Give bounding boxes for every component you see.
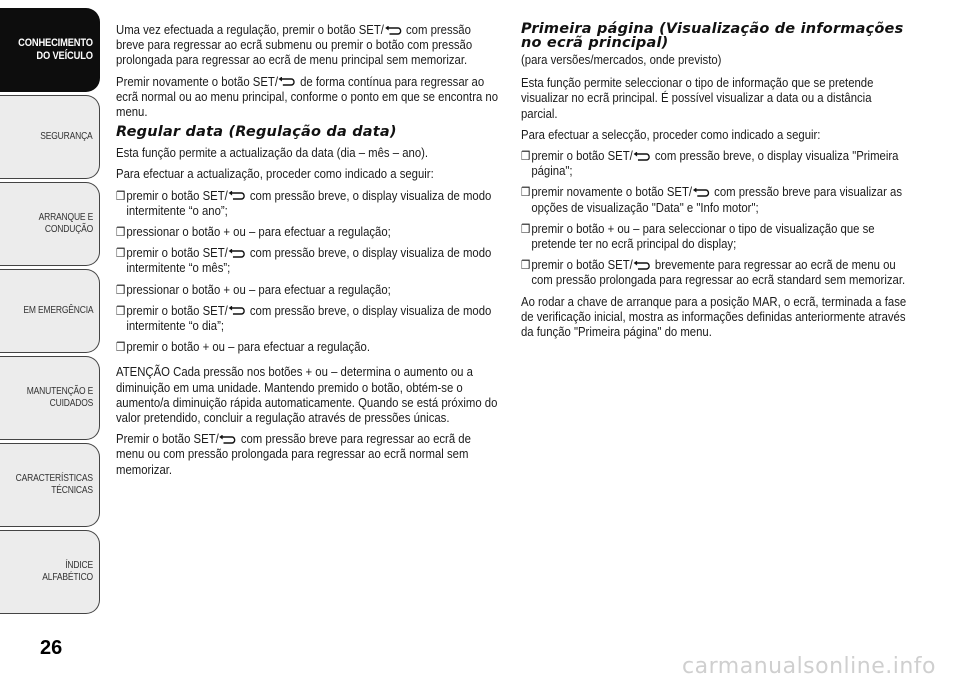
list-item: ❒ premir o botão + ou – para seleccionar o tipo de visualização que se pretende ter no ecrã principal do display;: [521, 220, 875, 252]
list-item: ❒ premir o botão SET/ com pressão breve, o display visualiza "Primeira página";: [521, 148, 899, 179]
return-arrow-icon: [228, 306, 247, 316]
nav-tab-2[interactable]: [0, 182, 100, 266]
list-item: ❒ pressionar o botão + ou – para efectuar a regulação;: [116, 224, 391, 240]
bullet-marker: ❒: [116, 246, 126, 261]
attention-paragraph: ATENÇÃO Cada pressão nos botões + ou – determina o aumento ou a diminuição em uma unidade. Mantendo premido o botão, obtém-se o aumento/a diminuição rápida automaticamente. Quando se está próximo do valor pretendido, concluir a regulação através de pressões únicas.: [116, 364, 498, 426]
return-arrow-icon: [692, 188, 711, 198]
paragraph: Para efectuar a actualização, proceder como indicado a seguir:: [116, 166, 434, 182]
nav-tab-label: SEGURANÇA: [40, 131, 93, 142]
nav-tab-label: CARACTERÍSTICAS TÉCNICAS: [15, 473, 93, 496]
bullet-list: [521, 148, 911, 288]
return-arrow-icon: [228, 249, 247, 259]
bullet-marker: ❒: [116, 225, 126, 240]
nav-tab-1[interactable]: [0, 95, 100, 179]
paragraph: Premir o botão SET/ com pressão breve para regressar ao ecrã de menu ou com pressão prolongada para regressar ao ecrã normal sem memorizar.: [116, 431, 471, 477]
nav-tab-0[interactable]: [0, 8, 100, 92]
nav-tab-3[interactable]: [0, 269, 100, 353]
bullet-marker: ❒: [116, 303, 126, 318]
list-item: ❒ premir novamente o botão SET/ com pressão breve para visualizar as opções de visualização "Data" e "Info motor";: [521, 184, 902, 215]
bullet-list: [116, 188, 502, 355]
list-item: ❒ premir o botão + ou – para efectuar a regulação.: [116, 339, 371, 355]
nav-tab-label: ÍNDICE ALFABÉTICO: [42, 560, 93, 583]
list-item: ❒ premir o botão SET/ com pressão breve, o display visualiza de modo intermitente “o dia”;: [116, 302, 492, 334]
return-arrow-icon: [633, 261, 652, 271]
section-subtitle: (para versões/mercados, onde previsto): [521, 52, 722, 67]
nav-tab-6[interactable]: [0, 530, 100, 614]
bullet-marker: ❒: [521, 221, 531, 236]
return-arrow-icon: [384, 26, 403, 36]
return-arrow-icon: [228, 191, 247, 201]
list-item: ❒ pressionar o botão + ou – para efectuar a regulação;: [116, 281, 391, 297]
bullet-marker: ❒: [116, 188, 126, 203]
paragraph: Esta função permite a actualização da data (dia – mês – ano).: [116, 145, 429, 161]
watermark: carmanualsonline.info: [682, 654, 936, 679]
left-column: [116, 22, 502, 483]
nav-tab-label: MANUTENÇÃO E CUIDADOS: [26, 386, 93, 409]
list-item: ❒ premir o botão SET/ com pressão breve, o display visualiza de modo intermitente “o mês”;: [116, 245, 492, 276]
section-heading-date: Regular data (Regulação da data): [116, 124, 397, 141]
bullet-marker: ❒: [116, 282, 126, 297]
paragraph: Para efectuar a selecção, proceder como indicado a seguir:: [521, 126, 821, 142]
return-arrow-icon: [633, 152, 652, 162]
list-item: ❒ premir o botão SET/ brevemente para regressar ao ecrã de menu ou com pressão prolongada para regressar ao ecrã standard sem memorizar.: [521, 257, 906, 288]
bullet-marker: ❒: [521, 149, 531, 164]
nav-tab-label: ARRANQUE E CONDUÇÃO: [38, 212, 93, 235]
return-arrow-icon: [278, 77, 297, 87]
paragraph: Premir novamente o botão SET/ de forma contínua para regressar ao ecrã normal ou ao menu principal, conforme o ponto em que se encontra no menu.: [116, 73, 499, 120]
return-arrow-icon: [219, 435, 238, 445]
bullet-marker: ❒: [521, 185, 531, 200]
nav-tab-5[interactable]: [0, 443, 100, 527]
section-heading-first-page: Primeira página (Visualização de informações no ecrã principal): [521, 21, 904, 51]
nav-tab-4[interactable]: [0, 356, 100, 440]
paragraph: Ao rodar a chave de arranque para a posição MAR, o ecrã, terminada a fase de verificação inicial, mostra as informações definidas anteriormente através da função "Primeira página" do menu.: [521, 293, 907, 340]
page-number: 26: [40, 637, 63, 659]
nav-tab-label: CONHECIMENTO DO VEÍCULO: [18, 37, 93, 62]
bullet-marker: ❒: [521, 258, 531, 273]
nav-tab-label: EM EMERGÊNCIA: [22, 305, 93, 316]
bullet-marker: ❒: [116, 340, 126, 355]
paragraph: Esta função permite seleccionar o tipo de informação que se pretende visualizar no ecrã principal. É possível visualizar a data ou a distância parcial.: [521, 75, 874, 121]
paragraph: Uma vez efectuada a regulação, premir o botão SET/ com pressão breve para regressar ao ecrã submenu ou premir o botão com pressão prolongada para regressar ao ecrã de menu principal sem memorizar.: [116, 22, 473, 68]
right-column: [521, 22, 911, 345]
list-item: ❒ premir o botão SET/ com pressão breve, o display visualiza de modo intermitente “o ano”;: [116, 187, 492, 218]
